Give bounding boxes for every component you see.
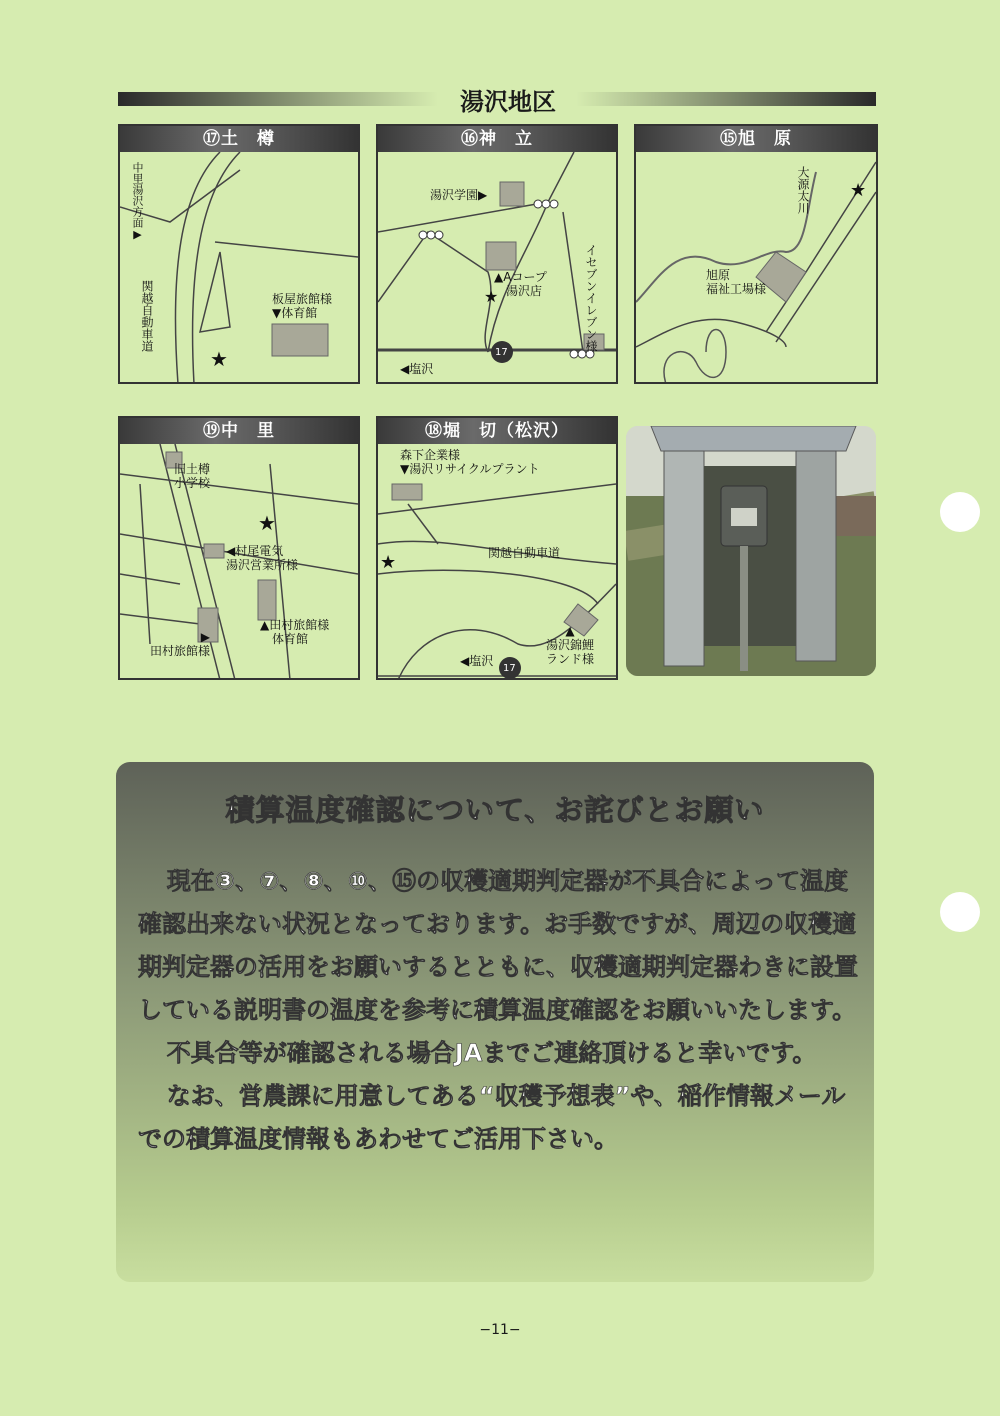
label-tamura-gym: ▲田村旅館様 体育館 [260,618,330,646]
label-kanetsu-expressway: 関越自動車道 [488,546,561,560]
header-bar-right [576,92,876,106]
label-tamura-ryokan: ▶ 田村旅館様 [150,630,211,658]
device-photo-drawing [626,426,876,676]
svg-text:★: ★ [380,552,397,573]
notice-paragraph: 現在③、⑦、⑧、⑩、⑮の収穫適期判定器が不具合によって温度確認出来ない状況となっております。お手数ですが、周辺の収穫適期判定器の活用をお願いするとともに、収穫適期判定器わきに設置している説明書の温度を参考に積算温度確認をお願いいたします。 [138,867,858,1024]
header-bar-left [118,92,438,106]
notice-body [138,860,858,1161]
label-itaya-ryokan: 板屋旅館様 ▼体育館 [272,292,333,320]
section-title: 湯沢地区 [460,88,556,116]
label-shiozawa: ◀塩沢 [460,654,494,668]
map-header: ⑮旭 原 [636,126,876,152]
notice-title: 積算温度確認について、お詫びとお願い [225,793,765,827]
map-header: ⑲中 里 [120,418,358,444]
map-header: ⑱堀 切（松沢） [378,418,616,444]
label-a-coop: ▲Aコープ 湯沢店 [494,270,547,298]
punch-hole-top [940,492,980,532]
label-asahara-fukushi: 旭原 福祉工場様 [706,268,767,296]
punch-hole-bottom [940,892,980,932]
page-number: −11− [479,1322,521,1338]
label-odengenta-river: 大源太川 [796,166,810,214]
svg-text:★: ★ [850,180,867,201]
notice-paragraph: 不具合等が確認される場合JAまでご連絡頂けると幸いです。 [166,1039,817,1067]
map-17-roads [120,152,358,384]
label-yuzawa-gakuen: 湯沢学園▶ [430,188,488,202]
label-morishita-kigyo: 森下企業様 ▼湯沢リサイクルプラント [400,448,540,476]
route-17-badge: 17 [503,663,516,674]
map-17-tsuchitaru [118,124,360,384]
route-17-badge: 17 [495,347,508,358]
device-photo [626,426,876,676]
section-header [118,88,876,116]
map-header: ⑯神 立 [378,126,616,152]
label-nakasato-direction: 中里湯沢方面▶ [131,162,144,241]
svg-text:★: ★ [484,287,499,306]
label-former-school: 旧土樽 小学校 [174,462,211,490]
label-kanetsu-expressway: 関越自動車道 [140,280,154,352]
map-18-horikiri [376,416,618,680]
map-header: ⑰土 樽 [120,126,358,152]
label-seven-eleven: イセブンイレブン様 [584,244,598,352]
label-shiozawa: ◀塩沢 [400,362,434,376]
svg-text:★: ★ [210,347,228,371]
map-16-kandatsu [376,124,618,384]
map-19-nakasato [118,416,360,680]
notice-box [116,762,874,1282]
label-koi-land: ▲ 湯沢錦鯉 ランド様 [546,624,595,666]
label-murao-denki: ◀村尾電気 湯沢営業所様 [226,544,299,572]
map-15-asahara [634,124,878,384]
notice-paragraph: なお、営農課に用意してある“収穫予想表”や、稲作情報メールでの積算温度情報もあわせてご活用下さい。 [138,1082,846,1153]
svg-text:★: ★ [258,511,276,535]
